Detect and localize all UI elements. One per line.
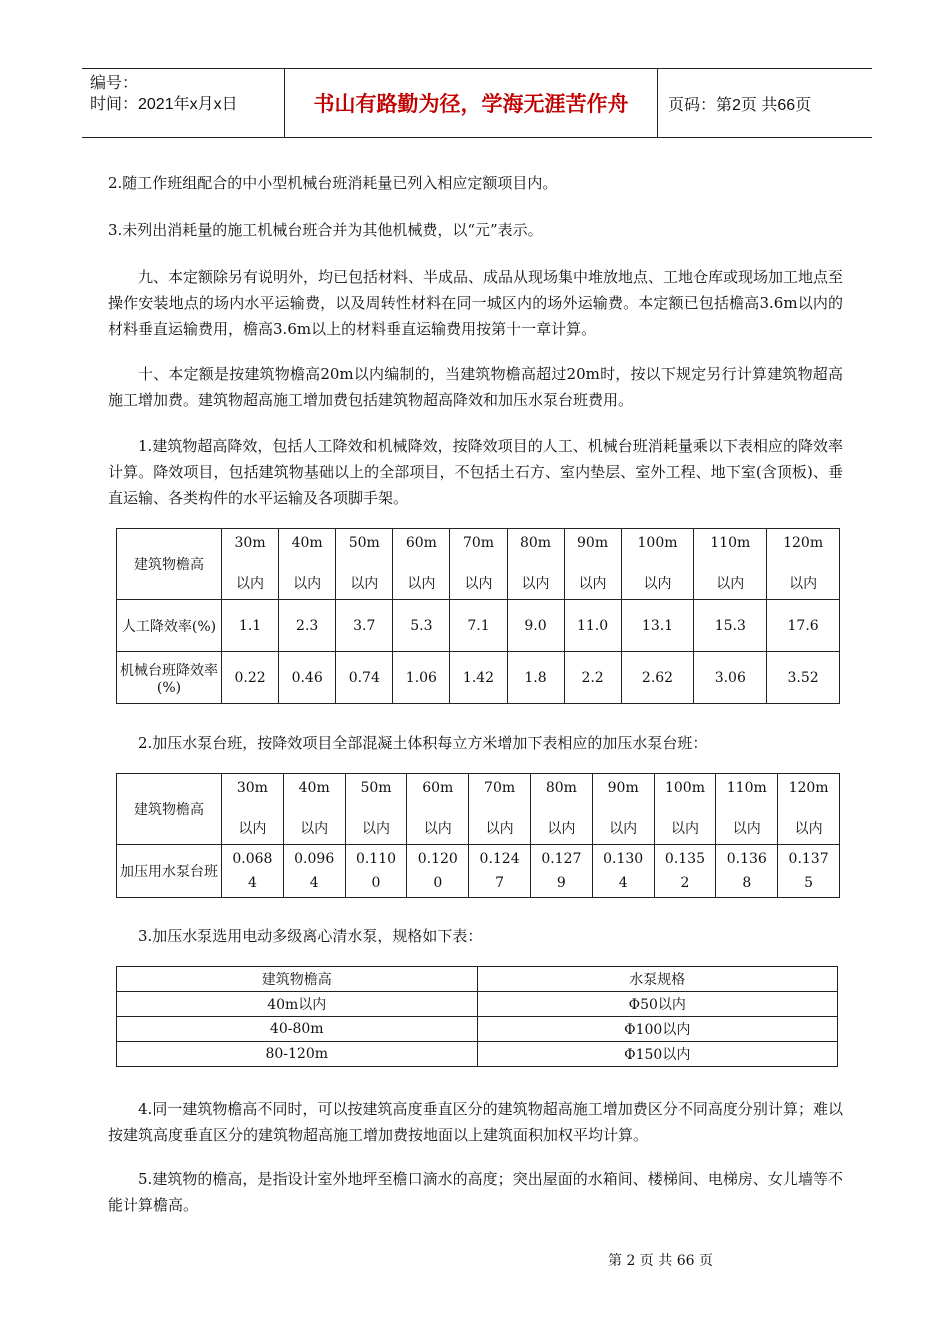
table-cell: 40m 以内 bbox=[283, 774, 345, 845]
table-cell: 5.3 bbox=[393, 600, 450, 652]
table-cell: 50m 以内 bbox=[336, 529, 393, 600]
table-row bbox=[117, 529, 840, 600]
table-cell: 70m 以内 bbox=[450, 529, 507, 600]
table-cell: 80m 以内 bbox=[507, 529, 564, 600]
paragraph-2: 2.随工作班组配合的中小型机械台班消耗量已列入相应定额项目内。 bbox=[108, 174, 558, 192]
table-cell: 0.22 bbox=[222, 652, 279, 704]
table-cell: 0.120 0 bbox=[407, 845, 469, 898]
table-cell: 30m 以内 bbox=[222, 774, 284, 845]
table-cell: 0.130 4 bbox=[592, 845, 654, 898]
table-cell: 2.2 bbox=[564, 652, 621, 704]
col-header: 建筑物檐高 bbox=[117, 967, 478, 992]
date-label: 时间：2021年x月x日 bbox=[90, 96, 238, 113]
page-footer: 第 2 页 共 66 页 bbox=[608, 1253, 713, 1269]
table-cell: 70m 以内 bbox=[469, 774, 531, 845]
paragraph-10: 十、本定额是按建筑物檐高20m以内编制的，当建筑物檐高超过20m时，按以下规定另行计算建筑物超高施工增加费。建筑物超高施工增加费包括建筑物超高降效和加压水泵台班费用。 bbox=[108, 365, 843, 409]
table-cell: 7.1 bbox=[450, 600, 507, 652]
table-cell: 0.137 5 bbox=[778, 845, 840, 898]
table-cell: Φ100以内 bbox=[477, 1017, 838, 1042]
pump-spec-table bbox=[116, 966, 838, 1067]
row-label: 人工降效率(%) bbox=[117, 600, 222, 652]
table-cell: 0.135 2 bbox=[654, 845, 716, 898]
table-cell: 3.06 bbox=[694, 652, 767, 704]
table-cell: 90m 以内 bbox=[564, 529, 621, 600]
table-cell: 120m 以内 bbox=[778, 774, 840, 845]
paragraph-10-2: 2.加压水泵台班，按降效项目全部混凝土体积每立方米增加下表相应的加压水泵台班： bbox=[138, 734, 708, 752]
table-cell: 0.110 0 bbox=[345, 845, 407, 898]
table-cell: 40m以内 bbox=[117, 992, 478, 1017]
table-cell: 2.3 bbox=[279, 600, 336, 652]
paragraph-3: 3.未列出消耗量的施工机械台班合并为其他机械费，以“元”表示。 bbox=[108, 221, 543, 239]
table-cell: 60m 以内 bbox=[407, 774, 469, 845]
table-row bbox=[117, 774, 840, 845]
table-cell: 0.136 8 bbox=[716, 845, 778, 898]
efficiency-table bbox=[116, 528, 840, 704]
table-cell: 120m 以内 bbox=[767, 529, 840, 600]
table-cell: 110m 以内 bbox=[694, 529, 767, 600]
table-cell: 17.6 bbox=[767, 600, 840, 652]
table-head-cell: 建筑物檐高 bbox=[117, 774, 222, 845]
table-cell: 90m 以内 bbox=[592, 774, 654, 845]
paragraph-10-1: 1.建筑物超高降效，包括人工降效和机械降效，按降效项目的人工、机械台班消耗量乘以下表相应的降效率计算。降效项目，包括建筑物基础以上的全部项目，不包括土石方、室内垫层、室外工程、地下室(含顶板)、垂直运输、各类构件的水平运输及各项脚手架。 bbox=[108, 437, 843, 507]
table-row bbox=[117, 1017, 838, 1042]
table-cell: 15.3 bbox=[694, 600, 767, 652]
table-row bbox=[117, 600, 840, 652]
table-cell: 1.8 bbox=[507, 652, 564, 704]
row-label: 机械台班降效率(%) bbox=[117, 652, 222, 704]
table-cell: 3.7 bbox=[336, 600, 393, 652]
table-cell: 3.52 bbox=[767, 652, 840, 704]
table-cell: 11.0 bbox=[564, 600, 621, 652]
page-header bbox=[82, 68, 872, 138]
row-label: 加压用水泵台班 bbox=[117, 845, 222, 898]
table-cell: 2.62 bbox=[621, 652, 694, 704]
table-cell: 9.0 bbox=[507, 600, 564, 652]
table-cell: 80-120m bbox=[117, 1042, 478, 1067]
paragraph-10-3: 3.加压水泵选用电动多级离心清水泵，规格如下表： bbox=[138, 927, 483, 945]
table-cell: 110m 以内 bbox=[716, 774, 778, 845]
table-cell: 30m 以内 bbox=[222, 529, 279, 600]
number-label: 编号： bbox=[90, 75, 139, 92]
table-cell: 0.46 bbox=[279, 652, 336, 704]
table-cell: Φ150以内 bbox=[477, 1042, 838, 1067]
header-meta bbox=[82, 69, 284, 137]
table-head-cell: 建筑物檐高 bbox=[117, 529, 222, 600]
header-page-info: 页码：第2页 共66页 bbox=[668, 96, 812, 114]
table-cell: 1.06 bbox=[393, 652, 450, 704]
table-cell: 0.127 9 bbox=[530, 845, 592, 898]
table-row bbox=[117, 652, 840, 704]
table-cell: 50m 以内 bbox=[345, 774, 407, 845]
table-row bbox=[117, 845, 840, 898]
table-cell: 13.1 bbox=[621, 600, 694, 652]
table-cell: 60m 以内 bbox=[393, 529, 450, 600]
table-cell: 0.124 7 bbox=[469, 845, 531, 898]
table-cell: 40m 以内 bbox=[279, 529, 336, 600]
table-cell: 1.1 bbox=[222, 600, 279, 652]
table-cell: 80m 以内 bbox=[530, 774, 592, 845]
table-cell: 40-80m bbox=[117, 1017, 478, 1042]
table-cell: 0.74 bbox=[336, 652, 393, 704]
header-motto: 书山有路勤为径，学海无涯苦作舟 bbox=[284, 69, 658, 137]
table-cell: 1.42 bbox=[450, 652, 507, 704]
table-cell: Φ50以内 bbox=[477, 992, 838, 1017]
table-cell: 0.068 4 bbox=[222, 845, 284, 898]
table-cell: 100m 以内 bbox=[621, 529, 694, 600]
paragraph-9: 九、本定额除另有说明外，均已包括材料、半成品、成品从现场集中堆放地点、工地仓库或现场加工地点至操作安装地点的场内水平运输费，以及周转性材料在同一城区内的场外运输费。本定额已包括檐高3.6m以内的材料垂直运输费用，檐高3.6m以上的材料垂直运输费用按第十一章计算。 bbox=[108, 268, 844, 338]
table-row bbox=[117, 1042, 838, 1067]
col-header: 水泵规格 bbox=[477, 967, 838, 992]
table-cell: 100m 以内 bbox=[654, 774, 716, 845]
paragraph-10-4: 4.同一建筑物檐高不同时，可以按建筑高度垂直区分的建筑物超高施工增加费区分不同高度分别计算；难以按建筑高度垂直区分的建筑物超高施工增加费按地面以上建筑面积加权平均计算。 bbox=[108, 1100, 843, 1144]
paragraph-10-5: 5.建筑物的檐高，是指设计室外地坪至檐口滴水的高度；突出屋面的水箱间、楼梯间、电梯房、女儿墙等不能计算檐高。 bbox=[108, 1170, 843, 1214]
table-row bbox=[117, 967, 838, 992]
table-row bbox=[117, 992, 838, 1017]
pump-shift-table bbox=[116, 773, 840, 898]
table-cell: 0.096 4 bbox=[283, 845, 345, 898]
